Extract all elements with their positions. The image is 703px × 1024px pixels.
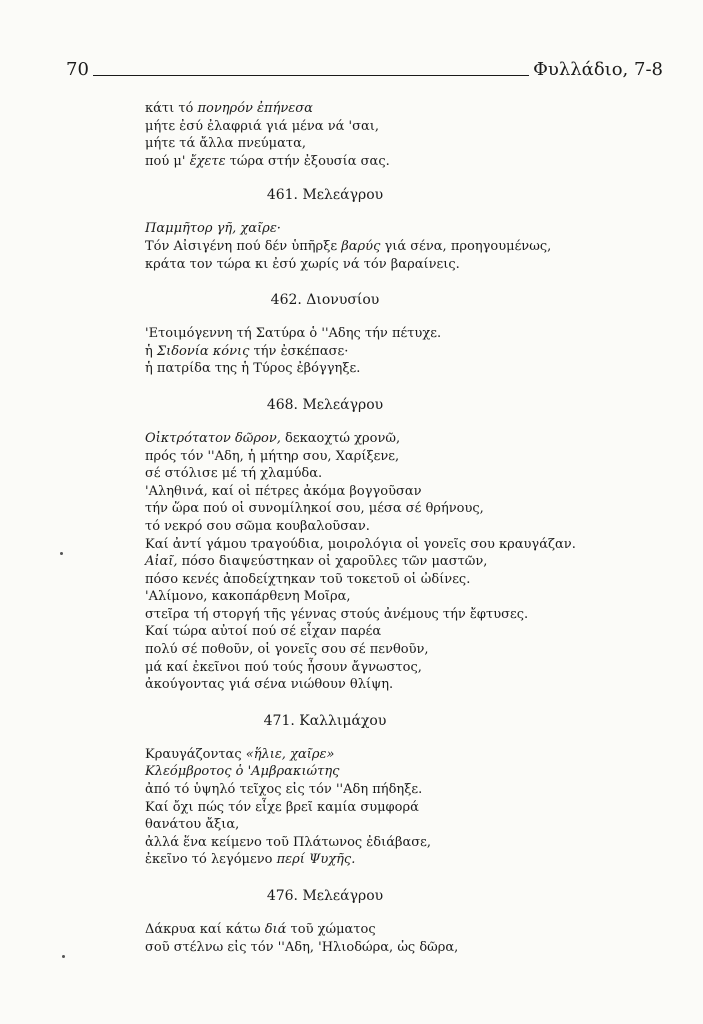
verse-line: [145, 571, 665, 589]
verse-text: τό νεκρό σου σῶμα κουβαλοῦσαν.: [145, 518, 370, 534]
epigram-heading: 462. Διονυσίου: [270, 292, 380, 309]
verse-text: 'Ετοιμόγεννη τή Σατύρα ὁ ''Αδης τήν πέτυχε.: [145, 326, 442, 342]
verse-line: [145, 483, 665, 501]
verse-line: [145, 256, 665, 274]
verse-line: [145, 518, 665, 536]
epigram-heading: 471. Καλλιμάχου: [263, 712, 387, 729]
verse-text: κάτι τό: [145, 101, 198, 116]
epigram-heading: 461. Μελεάγρου: [266, 187, 384, 204]
verse-text: γιά σένα, προηγουμένως,: [380, 238, 552, 254]
poem-body: [145, 100, 665, 956]
verse-line: [145, 799, 665, 817]
verse-text: τήν ἐσκέπασε·: [249, 343, 349, 359]
italic-text: πονηρόν ἐπήνεσα: [197, 101, 313, 116]
verse-line: [145, 118, 665, 136]
verse-line: [145, 500, 665, 518]
verse-line: [145, 430, 665, 448]
italic-text: Παμμῆτορ γῆ, χαῖρε·: [145, 221, 281, 237]
italic-text: Σιδονία κόνις: [156, 343, 250, 359]
verse-line: [145, 588, 665, 606]
verse-text: πόσο διαψεύστηκαν οἱ χαροῦλες τῶν μαστῶν,: [177, 554, 488, 570]
verse-text: πού μ': [145, 153, 190, 169]
verse-text: ἀλλά ἕνα κείμενο τοῦ Πλάτωνος ἐδιάβασε,: [145, 834, 432, 850]
verse-line: [145, 238, 665, 256]
verse-text: πολύ σέ ποθοῦν, οἱ γονεῖς σου σέ πενθοῦν,: [145, 642, 429, 658]
verse-text: πόσο κενές ἀποδείχτηκαν τοῦ τοκετοῦ οἱ ὠδίνες.: [145, 571, 471, 587]
page-number: 70: [66, 59, 89, 80]
verse-line: [145, 343, 665, 361]
scan-speck: [62, 955, 65, 958]
verse-line: [145, 676, 665, 694]
verse-line: [145, 816, 665, 834]
verse-line: [145, 851, 665, 869]
verse-text: δεκαοχτώ χρονῶ,: [280, 430, 401, 446]
header-rule: [93, 75, 529, 76]
verse-line: [145, 553, 665, 571]
verse-line: [145, 746, 665, 764]
verse-text: 'Αληθινά, καί οἱ πέτρες ἀκόμα βογγοῦσαν: [145, 483, 422, 499]
verse-text: ἀκούγοντας γιά σένα νιώθουν θλίψη.: [145, 677, 394, 693]
verse-text: ἡ πατρίδα της ἡ Τύρος ἐβόγγηξε.: [145, 361, 361, 377]
verse-text: θανάτου ἄξια,: [145, 817, 240, 833]
verse-text: πρός τόν ''Αδη, ἡ μήτηρ σου, Χαρίξενε,: [145, 448, 400, 464]
verse-line: [145, 220, 665, 238]
italic-text: Οἰκτρότατον δῶρον,: [145, 430, 281, 446]
running-title: Φυλλάδιο, 7-8: [533, 59, 663, 80]
verse-text: σέ στόλισε μέ τή χλαμύδα.: [145, 466, 323, 482]
verse-text: Κραυγάζοντας: [145, 746, 246, 762]
verse-text: μά καί ἐκεῖνοι πού τούς ἦσουν ἄγνωστος,: [145, 659, 422, 675]
italic-text: ἔχετε: [189, 153, 226, 169]
verse-line: [145, 834, 665, 852]
verse-line: [145, 659, 665, 677]
italic-text: βαρύς: [341, 238, 381, 254]
verse-line: [145, 360, 665, 378]
verse-line: [145, 763, 665, 781]
verse-text: τοῦ χώματος: [286, 922, 376, 937]
verse-text: μήτε ἐσύ ἐλαφριά γιά μένα νά 'σαι,: [145, 118, 379, 134]
italic-text: «ἥλιε, χαῖρε»: [245, 746, 335, 762]
italic-text: Κλεόμβροτος ὁ 'Αμβρακιώτης: [145, 764, 340, 780]
verse-line: [145, 153, 665, 171]
verse-line: [145, 536, 665, 554]
verse-text: μήτε τά ἄλλα πνεύματα,: [145, 136, 306, 152]
verse-line: [145, 939, 665, 957]
verse-text: κράτα τον τώρα κι ἐσύ χωρίς νά τόν βαραίνεις.: [145, 256, 460, 272]
epigram-heading: 468. Μελεάγρου: [266, 396, 384, 413]
verse-text: Καί ἀντί γάμου τραγούδια, μοιρολόγια οἱ γονεῖς σου κραυγάζαν.: [145, 536, 576, 552]
verse-text: Καί ὄχι πώς τόν εἶχε βρεῖ καμία συμφορά: [145, 799, 419, 815]
verse-text: ἡ: [145, 343, 157, 359]
verse-text: ἀπό τό ὑψηλό τεῖχος εἰς τόν ''Αδη πήδηξε.: [145, 782, 423, 798]
italic-text: Αἰαῖ,: [145, 554, 178, 570]
verse-line: [145, 921, 665, 939]
verse-line: [145, 641, 665, 659]
verse-text: τήν ὥρα πού οἱ συνομίληκοί σου, μέσα σέ θρήνους,: [145, 501, 484, 517]
verse-text: σοῦ στέλνω εἰς τόν ''Αδη, 'Ηλιοδώρα, ὡς δῶρα,: [145, 939, 459, 955]
verse-line: [145, 448, 665, 466]
verse-line: [145, 781, 665, 799]
verse-line: [145, 606, 665, 624]
verse-text: Δάκρυα καί κάτω: [145, 922, 265, 937]
verse-text: 'Αλίμονο, κακοπάρθενη Μοῖρα,: [145, 589, 351, 605]
verse-line: [145, 325, 665, 343]
verse-text: Τόν Αἰσιγένη πού δέν ὑπῆρξε: [145, 238, 342, 254]
scan-speck: [60, 552, 63, 555]
verse-line: [145, 623, 665, 641]
verse-text: ἐκεῖνο τό λεγόμενο: [145, 852, 277, 868]
epigram-heading: 476. Μελεάγρου: [266, 888, 384, 904]
verse-line: [145, 100, 665, 118]
verse-text: Καί τώρα αὐτοί πού σέ εἶχαν παρέα: [145, 624, 382, 640]
italic-text: περί Ψυχῆς.: [276, 852, 356, 868]
verse-text: τώρα στήν ἐξουσία σας.: [225, 153, 390, 169]
verse-line: [145, 135, 665, 153]
verse-line: [145, 465, 665, 483]
verse-text: στεῖρα τή στοργή τῆς γέννας στούς ἀνέμους τήν ἔφτυσες.: [145, 606, 529, 622]
italic-text: διά: [264, 922, 287, 937]
page-header: [66, 52, 663, 80]
